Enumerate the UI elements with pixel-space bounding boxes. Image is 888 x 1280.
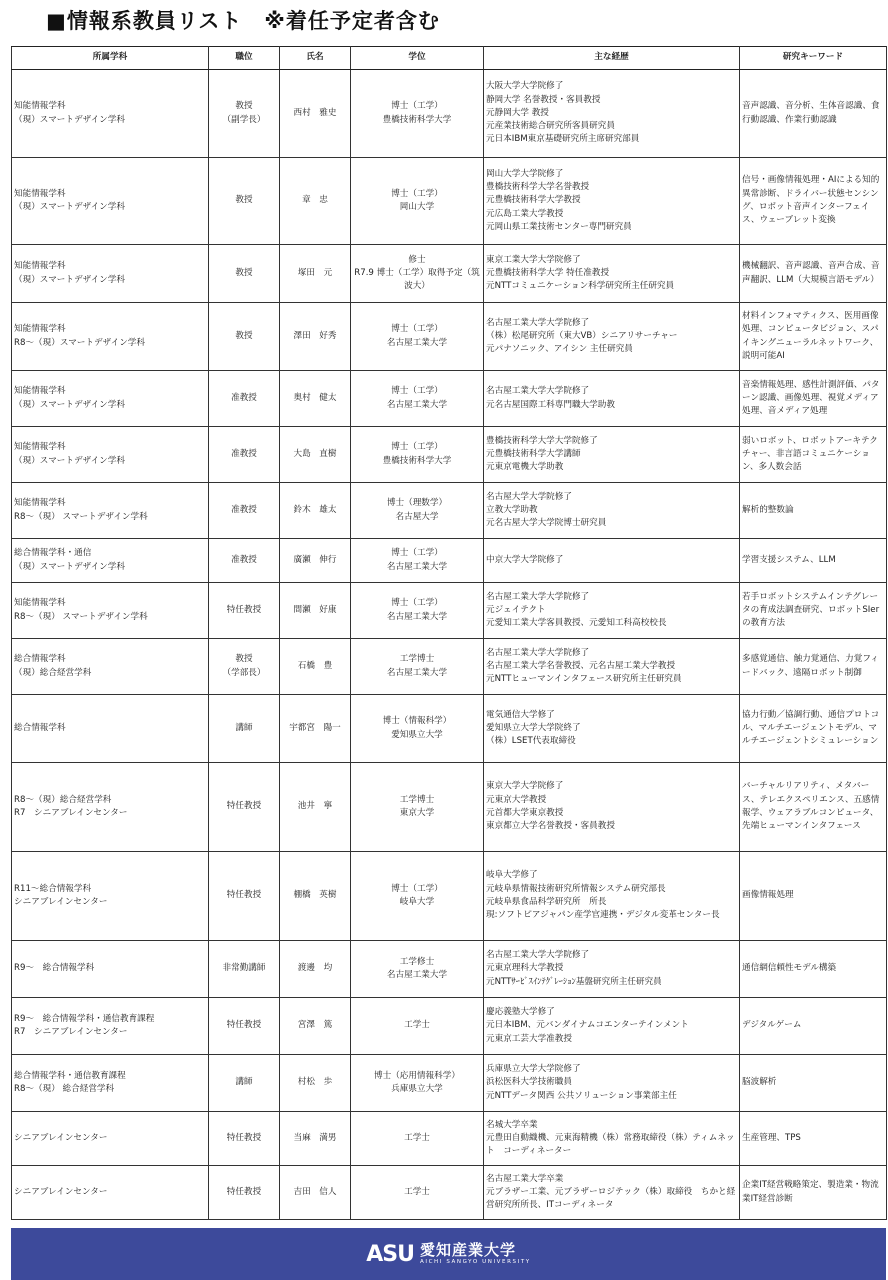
cell-career (484, 158, 740, 245)
cell-name-text: 村松 歩 (297, 1077, 333, 1088)
cell-degree-text: 博士（理数学） 名古屋大学 (386, 498, 448, 522)
cell-degree-text: 工学修士 名古屋工業大学 (386, 956, 448, 980)
cell-career-text: 名古屋工業大学卒業 元ブラザー工業、元ブラザーロジテック（株）取締役 ちかと経営研究所所長、ITコーディネータ (486, 1173, 736, 1211)
cell-position (209, 852, 280, 941)
cell-keywords-text: バーチャルリアリティ、メタバース、テレエクスペリエンス、五感情報学、ウェアラブルコンピュータ、先端ヒューマンインタフェース (742, 781, 880, 832)
cell-career (484, 998, 740, 1055)
cell-name (280, 763, 351, 852)
cell-degree-text: 工学士 (404, 1132, 430, 1143)
cell-name (280, 998, 351, 1055)
table-row (12, 1166, 887, 1220)
cell-position (209, 303, 280, 371)
cell-keywords (740, 303, 887, 371)
cell-career (484, 245, 740, 303)
cell-degree-text: 博士（工学） 岡山大学 (391, 188, 443, 212)
cell-name-text: 大島 直樹 (293, 448, 337, 459)
cell-name-text: 宇都宮 陽一 (289, 722, 341, 733)
cell-career (484, 852, 740, 941)
cell-career (484, 583, 740, 639)
header-career: 主な経歴 (484, 47, 740, 70)
cell-position-text: 教授 （学部長） (222, 654, 266, 678)
cell-dept (12, 1112, 209, 1166)
cell-position (209, 941, 280, 998)
cell-career (484, 427, 740, 483)
cell-degree-text: 工学士 (404, 1020, 430, 1031)
cell-degree-text: 博士（情報科学） 愛知県立大学 (382, 716, 452, 740)
cell-position-text: 准教授 (231, 392, 257, 403)
cell-degree (351, 427, 484, 483)
cell-degree-text: 博士（工学） 名古屋工業大学 (386, 598, 448, 622)
table-row (12, 852, 887, 941)
cell-career (484, 483, 740, 539)
cell-name-text: 吉田 信人 (293, 1186, 337, 1197)
cell-degree (351, 371, 484, 427)
cell-dept-text: シニアブレインセンター (14, 1132, 108, 1143)
cell-dept (12, 427, 209, 483)
cell-keywords (740, 70, 887, 158)
page-title: ■情報系教員リスト ※着任予定者含む (46, 9, 440, 33)
cell-name-text: 宮澤 篤 (297, 1020, 333, 1031)
cell-dept-text: 知能情報学科 R8～（現） スマートデザイン学科 (14, 498, 148, 522)
cell-dept-text: シニアブレインセンター (14, 1186, 108, 1197)
cell-keywords (740, 371, 887, 427)
cell-dept (12, 245, 209, 303)
cell-name (280, 695, 351, 763)
cell-keywords-text: 弱いロボット、ロボットアーキテクチャー、非言語コミュニケーション、多人数会話 (742, 435, 878, 473)
cell-position (209, 158, 280, 245)
cell-career (484, 70, 740, 158)
table-row (12, 1112, 887, 1166)
cell-dept-text: 知能情報学科 （現）スマートデザイン学科 (14, 386, 125, 410)
cell-name-text: 奥村 健太 (293, 392, 337, 403)
cell-degree (351, 303, 484, 371)
university-logo-mark: ASU (366, 1241, 414, 1267)
cell-career-text: 名古屋工業大学大学院修了 （株）松尾研究所（東大VB）シニアリサーチャー 元パナソニック、アイシン 主任研究員 (486, 317, 678, 355)
cell-position-text: 特任教授 (226, 1132, 262, 1143)
header-name: 氏名 (280, 47, 351, 70)
cell-career-text: 名古屋工業大学大学院修了 元東京理科大学教授 元NTTｻｰﾋﾞｽｲﾝﾃｸﾞﾚｰｼｮﾝ基盤研究所主任研究員 (486, 950, 662, 987)
cell-dept (12, 303, 209, 371)
cell-name-text: 塚田 元 (297, 267, 333, 278)
cell-dept (12, 1166, 209, 1220)
cell-position (209, 245, 280, 303)
table-row (12, 695, 887, 763)
cell-dept-text: 知能情報学科 （現）スマートデザイン学科 (14, 188, 125, 212)
cell-career-text: 豊橋技術科学大学大学院修了 元豊橋技術科学大学講師 元東京電機大学助教 (486, 435, 598, 473)
cell-degree-text: 博士（応用情報科学） 兵庫県立大学 (374, 1070, 460, 1094)
cell-name-text: 章 忠 (302, 195, 328, 206)
cell-position (209, 1166, 280, 1220)
cell-keywords-text: 生産管理、TPS (742, 1132, 801, 1143)
cell-keywords-text: 機械翻訳、音声認識、音声合成、音声翻訳、LLM（大規模言語モデル） (742, 261, 880, 285)
cell-position (209, 1112, 280, 1166)
cell-name (280, 852, 351, 941)
cell-career (484, 371, 740, 427)
table-row (12, 158, 887, 245)
cell-position-text: 特任教授 (226, 604, 262, 615)
cell-keywords-text: 学習支援システム、LLM (742, 554, 836, 565)
cell-keywords-text: 画像情報処理 (742, 890, 794, 901)
table-row (12, 583, 887, 639)
cell-career (484, 1112, 740, 1166)
cell-position (209, 371, 280, 427)
cell-career (484, 941, 740, 998)
university-name-english: AICHI SANGYO UNIVERSITY (419, 1259, 531, 1265)
cell-name-text: 鈴木 雄太 (293, 504, 337, 515)
cell-dept (12, 941, 209, 998)
cell-degree (351, 483, 484, 539)
cell-career (484, 1166, 740, 1220)
cell-position-text: 教授 (235, 330, 253, 341)
cell-degree (351, 1112, 484, 1166)
cell-degree (351, 158, 484, 245)
table-row (12, 70, 887, 158)
cell-dept-text: R11～総合情報学科 シニアブレインセンター (14, 883, 108, 907)
cell-name (280, 245, 351, 303)
table-row (12, 763, 887, 852)
header-keywords: 研究キーワード (740, 47, 887, 70)
cell-name (280, 583, 351, 639)
cell-keywords-text: デジタルゲーム (742, 1020, 802, 1031)
cell-keywords-text: 信号・画像情報処理・AIによる知的異常診断、ドライバー状態センシング、ロボット音声インターフェイス、ウェーブレット変換 (742, 175, 880, 226)
cell-position-text: 特任教授 (226, 1186, 262, 1197)
cell-name (280, 158, 351, 245)
cell-name (280, 483, 351, 539)
cell-name-text: 澤田 好秀 (293, 330, 337, 341)
cell-career (484, 303, 740, 371)
cell-name (280, 941, 351, 998)
university-logo-text (420, 1242, 531, 1266)
cell-degree-text: 博士（工学） 豊橋技術科学大学 (382, 101, 452, 125)
cell-name-text: 廣瀬 伸行 (293, 554, 337, 565)
cell-dept-text: 知能情報学科 R8～（現） スマートデザイン学科 (14, 598, 148, 622)
cell-degree-text: 博士（工学） 名古屋工業大学 (386, 324, 448, 348)
cell-degree (351, 539, 484, 583)
cell-dept-text: 総合情報学科 （現）総合経営学科 (14, 654, 92, 678)
cell-name-text: 渡邊 均 (297, 963, 333, 974)
cell-career-text: 東京大学大学院修了 元東京大学教授 元首都大学東京教授 東京都立大学名誉教授・客員教授 (486, 781, 615, 832)
cell-career-text: 名城大学卒業 元豊田自動織機、元東海精機（株）常務取締役（株）ティムネット コーディネーター (486, 1119, 735, 1157)
cell-keywords-text: 協力行動／協調行動、通信プロトコル、マルチエージェントモデル、マルチエージェントシミュレーション (742, 709, 880, 747)
cell-name-text: 池井 寧 (297, 801, 333, 812)
cell-degree (351, 639, 484, 695)
cell-name (280, 70, 351, 158)
cell-keywords (740, 483, 887, 539)
cell-position (209, 539, 280, 583)
cell-degree (351, 763, 484, 852)
cell-keywords (740, 583, 887, 639)
cell-position (209, 998, 280, 1055)
cell-keywords (740, 941, 887, 998)
cell-name (280, 639, 351, 695)
cell-position (209, 583, 280, 639)
cell-position-text: 特任教授 (226, 1020, 262, 1031)
cell-keywords (740, 158, 887, 245)
cell-dept-text: 知能情報学科 （現）スマートデザイン学科 (14, 261, 125, 285)
cell-career-text: 兵庫県立大学大学院修了 浜松医科大学技術職員 元NTTデータ関西 公共ソリューション事業部主任 (486, 1064, 677, 1101)
cell-career-text: 電気通信大学修了 愛知県立大学大学院終了 （株）LSET代表取締役 (486, 709, 581, 747)
cell-name-text: 西村 雅史 (293, 107, 337, 118)
cell-keywords (740, 539, 887, 583)
cell-dept-text: R8～（現）総合経営学科 R7 シニアブレインセンター (14, 794, 128, 818)
cell-position (209, 639, 280, 695)
cell-dept (12, 70, 209, 158)
cell-career-text: 名古屋大学大学院修了 立教大学助教 元名古屋大学大学院博士研究員 (486, 491, 607, 529)
cell-degree-text: 工学博士 名古屋工業大学 (386, 654, 448, 678)
cell-position (209, 695, 280, 763)
cell-name-text: 石橋 豊 (297, 660, 333, 671)
cell-dept (12, 998, 209, 1055)
faculty-table (11, 46, 887, 1220)
cell-position-text: 特任教授 (226, 890, 262, 901)
cell-position (209, 1055, 280, 1112)
cell-position-text: 非常勤講師 (222, 963, 266, 974)
cell-career-text: 岐阜大学修了 元岐阜県情報技術研究所情報システム研究部長 元岐阜県食品科学研究所 所長 現:ソフトピアジャパン産学官連携・デジタル変革センター長 (486, 870, 720, 921)
cell-dept (12, 1055, 209, 1112)
cell-position-text: 講師 (235, 722, 253, 733)
table-row (12, 303, 887, 371)
cell-keywords (740, 1055, 887, 1112)
cell-name (280, 1166, 351, 1220)
cell-degree (351, 583, 484, 639)
header-position: 職位 (209, 47, 280, 70)
cell-position (209, 427, 280, 483)
cell-dept-text: R9～ 総合情報学科・通信教育課程 R7 シニアブレインセンター (14, 1013, 155, 1037)
cell-degree (351, 1166, 484, 1220)
table-row (12, 539, 887, 583)
table-body (12, 70, 887, 1220)
cell-dept-text: R9～ 総合情報学科 (14, 963, 95, 974)
cell-position-text: 准教授 (231, 504, 257, 515)
cell-keywords (740, 639, 887, 695)
cell-career-text: 東京工業大学大学院修了 元豊橋技術科学大学 特任准教授 元NTTコミュニケーション科学研究所主任研究員 (486, 254, 675, 292)
cell-degree (351, 998, 484, 1055)
cell-career-text: 慶応義塾大学修了 元日本IBM、元バンダイナムコエンターテインメント 元東京工芸大学准教授 (486, 1007, 689, 1044)
cell-keywords (740, 1166, 887, 1220)
cell-name (280, 1112, 351, 1166)
table-row (12, 427, 887, 483)
cell-name (280, 539, 351, 583)
cell-degree (351, 695, 484, 763)
cell-degree-text: 修士 R7.9 博士（工学）取得予定（筑波大） (354, 254, 480, 292)
cell-dept-text: 知能情報学科 R8～（現）スマートデザイン学科 (14, 324, 145, 348)
cell-dept (12, 483, 209, 539)
cell-name-text: 棚橋 英樹 (293, 890, 337, 901)
cell-dept (12, 583, 209, 639)
cell-dept-text: 知能情報学科 （現）スマートデザイン学科 (14, 442, 125, 466)
cell-position-text: 教授 (235, 267, 253, 278)
table-row (12, 483, 887, 539)
cell-career-text: 名古屋工業大学大学院修了 元名古屋国際工科専門職大学助教 (486, 386, 615, 410)
cell-career (484, 695, 740, 763)
cell-career (484, 1055, 740, 1112)
cell-keywords (740, 427, 887, 483)
cell-degree (351, 1055, 484, 1112)
cell-degree (351, 852, 484, 941)
cell-position (209, 70, 280, 158)
header-degree: 学位 (351, 47, 484, 70)
cell-degree-text: 博士（工学） 名古屋工業大学 (386, 386, 448, 410)
cell-degree-text: 博士（工学） 名古屋工業大学 (386, 548, 448, 572)
cell-dept (12, 371, 209, 427)
cell-position-text: 教授 （副学長） (222, 101, 266, 125)
cell-dept-text: 知能情報学科 （現）スマートデザイン学科 (14, 101, 125, 125)
cell-keywords-text: 多感覚通信、触力覚通信、力覚フィードバック、遠隔ロボット制御 (742, 654, 879, 678)
footer-banner (11, 1228, 886, 1280)
cell-dept-text: 総合情報学科・通信教育課程 R8～（現） 総合経営学科 (14, 1070, 126, 1094)
cell-dept (12, 695, 209, 763)
table-row (12, 941, 887, 998)
cell-position-text: 講師 (235, 1077, 253, 1088)
cell-name (280, 303, 351, 371)
table-header-row (12, 47, 887, 70)
cell-position-text: 准教授 (231, 554, 257, 565)
cell-keywords (740, 998, 887, 1055)
cell-degree-text: 工学博士 東京大学 (399, 794, 435, 818)
cell-degree-text: 博士（工学） 豊橋技術科学大学 (382, 442, 452, 466)
cell-keywords (740, 695, 887, 763)
table-row (12, 371, 887, 427)
cell-degree (351, 245, 484, 303)
cell-career (484, 763, 740, 852)
cell-career-text: 岡山大学大学院修了 豊橋技術科学大学名誉教授 元豊橋技術科学大学教授 元広島工業大学教授 元岡山県工業技術センター専門研究員 (486, 168, 632, 232)
table-row (12, 639, 887, 695)
cell-position (209, 483, 280, 539)
cell-career-text: 中京大学大学院修了 (486, 554, 564, 565)
table-row (12, 998, 887, 1055)
cell-degree (351, 941, 484, 998)
cell-keywords-text: 脳波解析 (742, 1077, 777, 1088)
cell-name-text: 当麻 満男 (293, 1132, 337, 1143)
cell-career-text: 名古屋工業大学大学院修了 元ジェイテクト 元愛知工業大学客員教授、元愛知工科高校校長 (486, 591, 667, 629)
cell-career (484, 539, 740, 583)
cell-keywords-text: 通信網信頼性モデル構築 (742, 963, 837, 974)
cell-degree-text: 博士（工学） 岐阜大学 (391, 883, 443, 907)
cell-name-text: 間瀬 好康 (293, 604, 337, 615)
cell-keywords (740, 852, 887, 941)
cell-keywords-text: 企業IT経営戦略策定、製造業・物流業IT経営診断 (742, 1180, 879, 1204)
cell-keywords (740, 763, 887, 852)
cell-dept (12, 639, 209, 695)
cell-name (280, 1055, 351, 1112)
cell-career-text: 大阪大学大学院修了 静岡大学 名誉教授・客員教授 元静岡大学 教授 元産業技術総合研究所客員研究員 元日本IBM東京基礎研究所主席研究部員 (486, 81, 640, 145)
cell-dept-text: 総合情報学科 (14, 722, 66, 733)
cell-keywords-text: 若手ロボットシステムインテグレータの育成法調査研究、ロボットSIerの教育方法 (742, 591, 880, 629)
cell-keywords-text: 音楽情報処理、感性計測評価、パターン認識、画像処理、視覚メディア処理、音メディア処理 (742, 379, 880, 417)
cell-dept (12, 158, 209, 245)
cell-name (280, 427, 351, 483)
cell-dept-text: 総合情報学科・通信 （現）スマートデザイン学科 (14, 548, 125, 572)
cell-career (484, 639, 740, 695)
cell-keywords-text: 解析的整数論 (742, 504, 794, 515)
cell-keywords-text: 材料インフォマティクス、医用画像処理、コンピュータビジョン、スパイキングニューラルネットワーク、説明可能AI (742, 310, 879, 361)
cell-degree-text: 工学士 (404, 1186, 430, 1197)
table-row (12, 1055, 887, 1112)
cell-degree (351, 70, 484, 158)
cell-name (280, 371, 351, 427)
cell-dept (12, 539, 209, 583)
cell-position-text: 特任教授 (226, 801, 262, 812)
cell-keywords (740, 1112, 887, 1166)
cell-position (209, 763, 280, 852)
cell-career-text: 名古屋工業大学大学院修了 名古屋工業大学名誉教授、元名古屋工業大学教授 元NTTヒューマンインタフェース研究所主任研究員 (486, 647, 682, 685)
cell-dept (12, 852, 209, 941)
cell-keywords-text: 音声認識、音分析、生体音認識、食行動認識、作業行動認識 (742, 101, 880, 125)
header-dept: 所属学科 (12, 47, 209, 70)
cell-position-text: 准教授 (231, 448, 257, 459)
cell-keywords (740, 245, 887, 303)
university-name: 愛知産業大学 (419, 1241, 516, 1259)
cell-dept (12, 763, 209, 852)
table-row (12, 245, 887, 303)
cell-position-text: 教授 (235, 195, 253, 206)
